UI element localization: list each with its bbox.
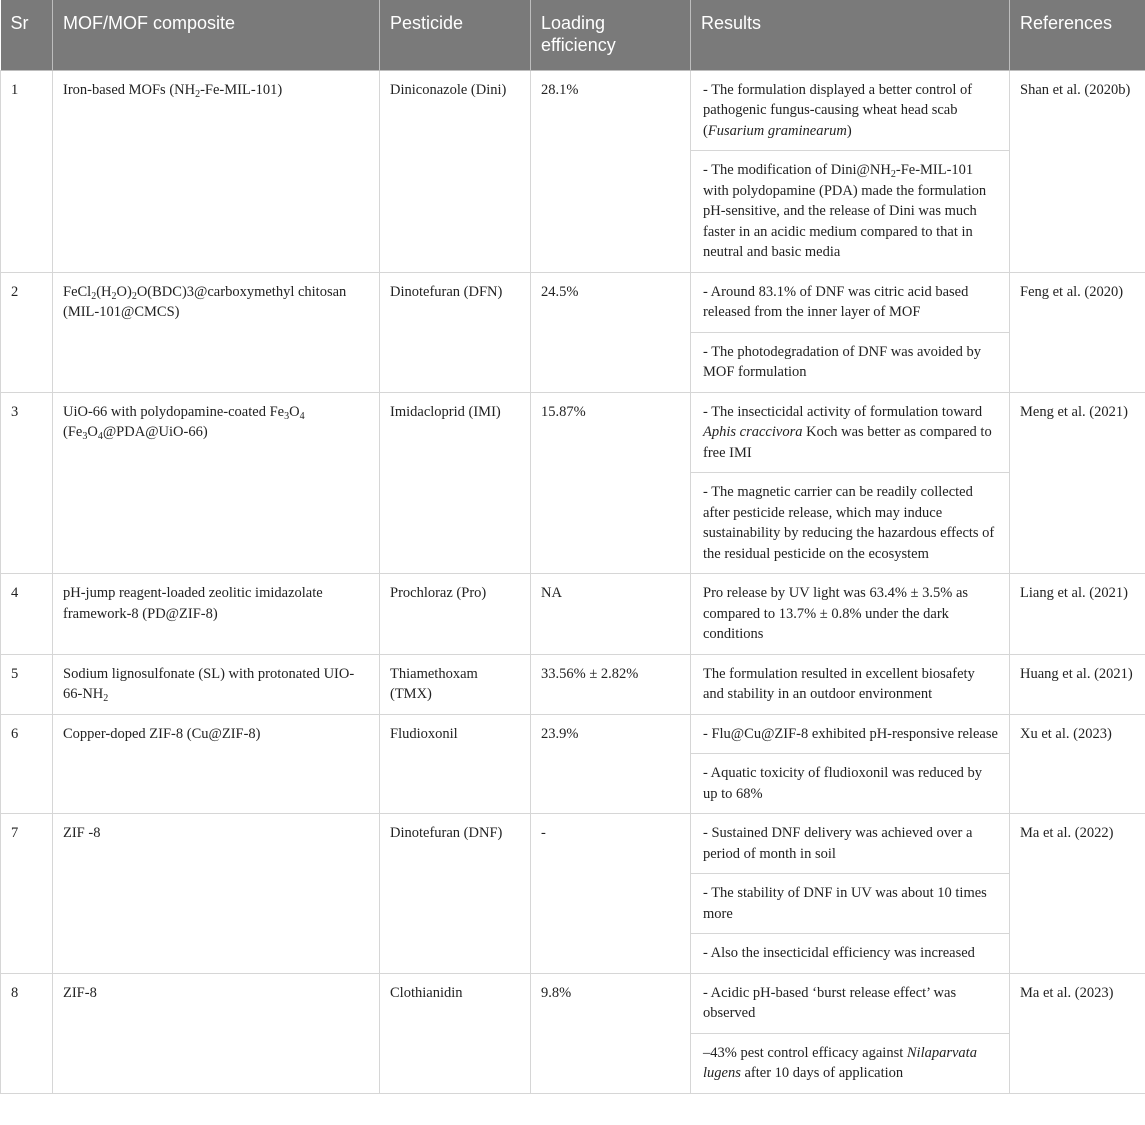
cell-reference: Feng et al. (2020) (1010, 272, 1145, 392)
cell-reference: Liang et al. (2021) (1010, 574, 1145, 655)
cell-result: - Acidic pH-based ‘burst release effect’ was observed (691, 973, 1010, 1033)
cell-result: - The modification of $Dini@NH_2-Fe-MIL-101$ with polydopamine (PDA) made the formulation pH-sensitive, and the release of Dini was much faster in an acidic medium compared to that in neutral and basic media (691, 151, 1010, 273)
cell-loading: 28.1% (531, 70, 691, 272)
cell-sr: 8 (1, 973, 53, 1093)
cell-reference: Meng et al. (2021) (1010, 392, 1145, 574)
cell-result: - The magnetic carrier can be readily collected after pesticide release, which may induce sustainability by reducing the hazardous effects of the residual pesticide on the ecosystem (691, 473, 1010, 574)
header-row (1, 0, 1145, 70)
cell-sr: 5 (1, 654, 53, 714)
cell-result: –43% pest control efficacy against Nilaparvata lugens after 10 days of application (691, 1033, 1010, 1093)
table-row (1, 574, 1145, 655)
cell-sr: 6 (1, 714, 53, 814)
cell-mof: Copper-doped ZIF-8 (Cu@ZIF-8) (53, 714, 380, 814)
cell-pesticide: Thiamethoxam (TMX) (380, 654, 531, 714)
cell-result: - Around 83.1% of DNF was citric acid based released from the inner layer of MOF (691, 272, 1010, 332)
header-sr: Sr (1, 0, 53, 70)
cell-mof: ZIF-8 (53, 973, 380, 1093)
header-results: Results (691, 0, 1010, 70)
table-row (1, 973, 1145, 1033)
cell-result: - Sustained DNF delivery was achieved over a period of month in soil (691, 814, 1010, 874)
cell-pesticide: Fludioxonil (380, 714, 531, 814)
table-row (1, 714, 1145, 754)
cell-result: - Also the insecticidal efficiency was increased (691, 934, 1010, 974)
cell-reference: Xu et al. (2023) (1010, 714, 1145, 814)
cell-mof: Sodium lignosulfonate (SL) with protonated UIO-$66-NH_2$ (53, 654, 380, 714)
header-references: References (1010, 0, 1145, 70)
cell-sr: 2 (1, 272, 53, 392)
cell-mof: ZIF -8 (53, 814, 380, 974)
cell-pesticide: Clothianidin (380, 973, 531, 1093)
cell-sr: 1 (1, 70, 53, 272)
cell-result: - Aquatic toxicity of fludioxonil was reduced by up to 68% (691, 754, 1010, 814)
cell-loading: 33.56% ± 2.82% (531, 654, 691, 714)
cell-pesticide: Prochloraz (Pro) (380, 574, 531, 655)
cell-reference: Shan et al. (2020b) (1010, 70, 1145, 272)
cell-pesticide: Imidacloprid (IMI) (380, 392, 531, 574)
cell-mof: $FeCl_2(H_2O)_2O(BDC)3@carboxymethyl$ chitosan (MIL-101@CMCS) (53, 272, 380, 392)
cell-pesticide: Dinotefuran (DFN) (380, 272, 531, 392)
table-row (1, 272, 1145, 332)
cell-result: Pro release by UV light was 63.4% ± 3.5% as compared to 13.7% ± 0.8% under the dark conditions (691, 574, 1010, 655)
cell-loading: - (531, 814, 691, 974)
table-row (1, 392, 1145, 473)
table-row (1, 814, 1145, 874)
cell-sr: 4 (1, 574, 53, 655)
cell-loading: 9.8% (531, 973, 691, 1093)
header-loading-efficiency: Loading efficiency (531, 0, 691, 70)
cell-sr: 3 (1, 392, 53, 574)
header-mof: MOF/MOF composite (53, 0, 380, 70)
cell-result: - The photodegradation of DNF was avoided by MOF formulation (691, 332, 1010, 392)
cell-result: The formulation resulted in excellent biosafety and stability in an outdoor environment (691, 654, 1010, 714)
cell-result: - The stability of DNF in UV was about 10 times more (691, 874, 1010, 934)
cell-pesticide: Diniconazole (Dini) (380, 70, 531, 272)
cell-mof: UiO-66 with polydopamine-coated $Fe_3O_4$ $(Fe_3O_4@PDA@UiO-66)$ (53, 392, 380, 574)
header-pesticide: Pesticide (380, 0, 531, 70)
cell-mof: Iron-based MOFs $(NH_2-Fe-MIL-101)$ (53, 70, 380, 272)
cell-result: - The insecticidal activity of formulation toward Aphis craccivora Koch was better as compared to free IMI (691, 392, 1010, 473)
cell-reference: Ma et al. (2023) (1010, 973, 1145, 1093)
cell-loading: 24.5% (531, 272, 691, 392)
table-row (1, 70, 1145, 151)
cell-result: - The formulation displayed a better control of pathogenic fungus-causing wheat head scab (Fusarium graminearum) (691, 70, 1010, 151)
cell-loading: 23.9% (531, 714, 691, 814)
cell-reference: Ma et al. (2022) (1010, 814, 1145, 974)
cell-pesticide: Dinotefuran (DNF) (380, 814, 531, 974)
cell-loading: NA (531, 574, 691, 655)
cell-sr: 7 (1, 814, 53, 974)
table-row (1, 654, 1145, 714)
cell-result: - Flu@Cu@ZIF-8 exhibited pH-responsive release (691, 714, 1010, 754)
cell-reference: Huang et al. (2021) (1010, 654, 1145, 714)
cell-mof: pH-jump reagent-loaded zeolitic imidazolate framework-8 (PD@ZIF-8) (53, 574, 380, 655)
cell-loading: 15.87% (531, 392, 691, 574)
